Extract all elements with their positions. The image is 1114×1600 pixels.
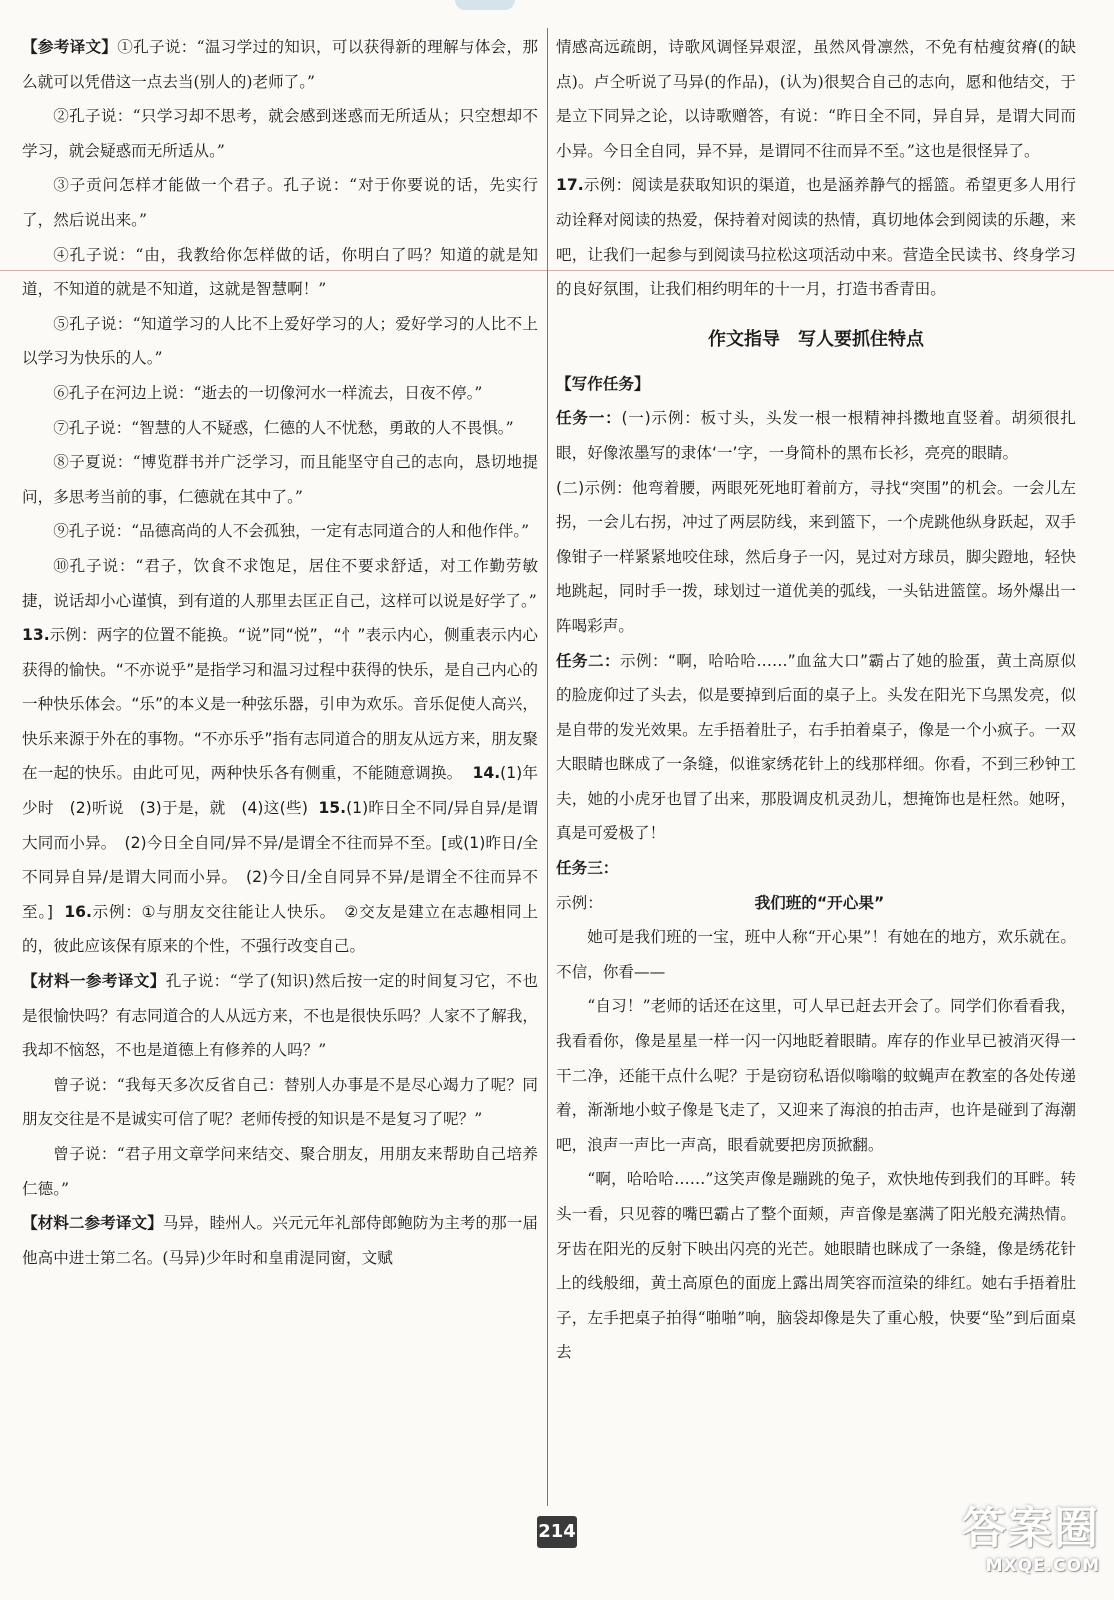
material-text: 曾子说：“君子用文章学问来结交、聚合朋友，用朋友来帮助自己培养仁德。” — [22, 1145, 538, 1198]
translation-item: ⑤孔子说：“知道学习的人比不上爱好学习的人；爱好学习的人比不上以学习为快乐的人。” — [22, 314, 538, 368]
translation-item: ⑥孔子在河边上说：“逝去的一切像河水一样流去，日夜不停。” — [53, 383, 483, 402]
section-tag: 【材料一参考译文】 — [22, 972, 166, 991]
material-one — [22, 964, 538, 1068]
translation-item: ⑩孔子说：“君子，饮食不求饱足，居住不要求舒适，对工作勤劳敏捷，说话却小心谨慎，到有道的人那里去匡正自己，这样可以说是好学了。” — [22, 556, 538, 610]
task-text: (二)示例：他弯着腰，两眼死死地盯着前方，寻找“突围”的机会。一会儿左拐，一会儿右拐，冲过了两层防线，来到篮下，一个虎跳他纵身跃起，双手像钳子一样紧紧地咬住球，然后身子一闪，晃过对方球员，脚尖蹬地，轻快地跳起，同时手一拨，球划过一道优美的弧线，一头钻进篮筐。场外爆出一阵喝彩声。 — [556, 478, 1076, 635]
answer-text: 示例：两字的位置不能换。“说”同“悦”，“忄”表示内心，侧重表示内心获得的愉快。“不亦说乎”是指学习和温习过程中获得的快乐，是自己内心的一种快乐体会。“乐”的本义是一种弦乐器，引申为欢乐。音乐促使人高兴，快乐来源于外在的事物。“不亦乐乎”指有志同道合的朋友从远方来，朋友聚在一起的快乐。由此可见，两种快乐各有侧重，不能随意调换。 — [22, 626, 538, 783]
answer-text: (1)昨日全不同/异自异/是谓大同而小异。 (2)今日全自同/异不异/是谓全不往而异不至。[或(1)昨日/全不同异自异/是谓大同而小异。 (2)今日/全自同异不异/是谓全不往而异不至。] — [22, 799, 538, 921]
task-label: 任务二： — [556, 651, 620, 670]
column-divider — [547, 28, 548, 1506]
question-number: 17. — [556, 176, 584, 195]
right-column — [556, 30, 1076, 1370]
translation-item: ④孔子说：“由，我教给你怎样做的话，你明白了吗？知道的就是知道，不知道的就是不知道，这就是智慧啊！” — [22, 245, 538, 299]
essay-title: 我们班的“开心果” — [754, 893, 885, 912]
essay-paragraph: “啊，哈哈哈……”这笑声像是蹦跳的兔子，欢快地传到我们的耳畔。转头一看，只见蓉的嘴巴霸占了整个面颊，声音像是塞满了阳光般充满热情。牙齿在阳光的反射下映出闪亮的光芒。她眼睛也眯成了一条缝，像是绣花针上的线般细，黄土高原色的面庞上露出周笑容而渲染的绯红。她右手捂着肚子，左手把桌子拍得“啪啪”响，脑袋却像是失了重心般，快要“坠”到后面桌去 — [556, 1170, 1076, 1362]
question-number: 15. — [318, 799, 347, 818]
translation-item: ③子贡问怎样才能做一个君子。孔子说：“对于你要说的话，先实行了，然后说出来。” — [22, 176, 538, 229]
question-number: 14. — [472, 764, 501, 783]
watermark-url: MXQE.COM — [985, 1556, 1100, 1576]
answer-block — [22, 618, 538, 964]
translation-item: ②孔子说：“只学习却不思考，就会感到迷惑而无所适从；只空想却不学习，就会疑惑而无所适从。” — [22, 107, 538, 160]
section-tag: 【材料二参考译文】 — [22, 1214, 163, 1233]
page-number: 214 — [537, 1516, 577, 1548]
question-number: 16. — [64, 902, 92, 921]
task-label: 任务三： — [556, 859, 619, 878]
left-column — [22, 30, 538, 1275]
task-one — [556, 401, 1076, 470]
material-two — [22, 1206, 538, 1275]
question-number: 13. — [22, 626, 50, 645]
task-text: 示例：“啊，哈哈哈……”血盆大口”霸占了她的脸蛋，黄土高原似的脸庞仰过了头去，似是要掉到后面的桌子上。头发在阳光下乌黑发亮，似是自带的发光效果。左手捂着肚子，右手拍着桌子，像是一个小疯子。一双大眼睛也眯成了一条缝，似谁家绣花针上的线那样细。你看，不到三秒钟工夫，她的小虎牙也冒了出来，那股调皮机灵劲儿，想掩饰也是枉然。她呀，真是可爱极了！ — [556, 651, 1076, 843]
material-text: 孔子说：“学了(知识)然后按一定的时间复习它，不也是很愉快吗？有志同道合的人从远方来，不也是很快乐吗？人家不了解我，我却不恼怒，不也是道德上有修养的人吗？” — [22, 972, 538, 1060]
reference-translation — [22, 30, 538, 99]
watermark-logo — [910, 1492, 1100, 1582]
section-tag: 【参考译文】 — [22, 38, 118, 56]
material-text: 情感高远疏朗，诗歌风调怪异艰涩，虽然风骨凛然，不免有枯瘦贫瘠(的缺点)。卢仝听说了马异(的作品)，(认为)很契合自己的志向，愿和他结交，于是立下同异之论，以诗歌赠答，有说：“昨日全不同，异自异，是谓大同而小异。今日全自同，异不异，是谓同不往而异不至。”这也是很怪异了。 — [556, 38, 1076, 160]
essay-header — [556, 886, 1076, 921]
material-text: 马异，睦州人。兴元元年礼部侍郎鲍防为主考的那一届他高中进士第二名。(马异)少年时和皇甫湜同窗，文赋 — [22, 1214, 538, 1267]
task-two — [556, 644, 1076, 852]
translation-item: ⑨孔子说：“品德高尚的人不会孤独，一定有志同道合的人和他作伴。” — [53, 522, 530, 541]
scan-smudge — [455, 0, 515, 10]
essay-paragraph: “自习！”老师的话还在这里，可人早已赶去开会了。同学们你看看我，我看看你，像是星星一样一闪一闪地眨着眼睛。库存的作业早已被消灭得一干二净，还能干点什么呢？于是窃窃私语似嗡嗡的蚊蝇声在教室的各处传递着，渐渐地小蚊子像是飞走了，又迎来了海浪的拍击声，也许是碰到了海潮吧，浪声一声比一声高，眼看就要把房顶掀翻。 — [556, 997, 1076, 1154]
essay-paragraph: 她可是我们班的一宝，班中人称“开心果”！有她在的地方，欢乐就在。不信，你看—— — [556, 928, 1076, 981]
section-title: 作文指导 写人要抓住特点 — [708, 328, 924, 350]
watermark-logo-text: 答案圈 — [962, 1503, 1100, 1554]
answer-block — [556, 168, 1076, 306]
translation-item: ⑧子夏说：“博览群书并广泛学习，而且能坚守自己的志向，恳切地提问，多思考当前的事，仁德就在其中了。” — [22, 453, 538, 506]
material-text: 曾子说：“我每天多次反省自己：替别人办事是不是尽心竭力了呢？同朋友交往是不是诚实可信了呢？老师传授的知识是不是复习了呢？” — [22, 1075, 538, 1129]
translation-item: ①孔子说：“温习学过的知识，可以获得新的理解与体会，那么就可以凭借这一点去当(别人的)老师了。” — [22, 38, 538, 91]
task-label: 任务一： — [556, 409, 622, 428]
answer-text: (1)年少时 (2)听说 (3)于是，就 (4)这(些) — [22, 764, 538, 818]
answer-text: 示例：①与朋友交往能让人快乐。 ②交友是建立在志趣相同上的，彼此应该保有原来的个性，不强行改变自己。 — [22, 902, 538, 956]
translation-item: ⑦孔子说：“智慧的人不疑惑，仁德的人不忧愁，勇敢的人不畏惧。” — [53, 418, 514, 437]
task-header: 【写作任务】 — [556, 374, 650, 393]
task-text: (一)示例：板寸头，头发一根一根精神抖擞地直竖着。胡须很扎眼，好像浓墨写的隶体‘一’字，一身简朴的黑布长衫，亮亮的眼睛。 — [556, 409, 1076, 462]
example-label: 示例： — [556, 893, 603, 912]
answer-text: 示例：阅读是获取知识的渠道，也是涵养静气的摇篮。希望更多人用行动诠释对阅读的热爱，保持着对阅读的热情，真切地体会到阅读的乐趣，来吧，让我们一起参与到阅读马拉松这项活动中来。营造全民读书、终身学习的良好氛围，让我们相约明年的十一月，打造书香青田。 — [556, 176, 1076, 299]
